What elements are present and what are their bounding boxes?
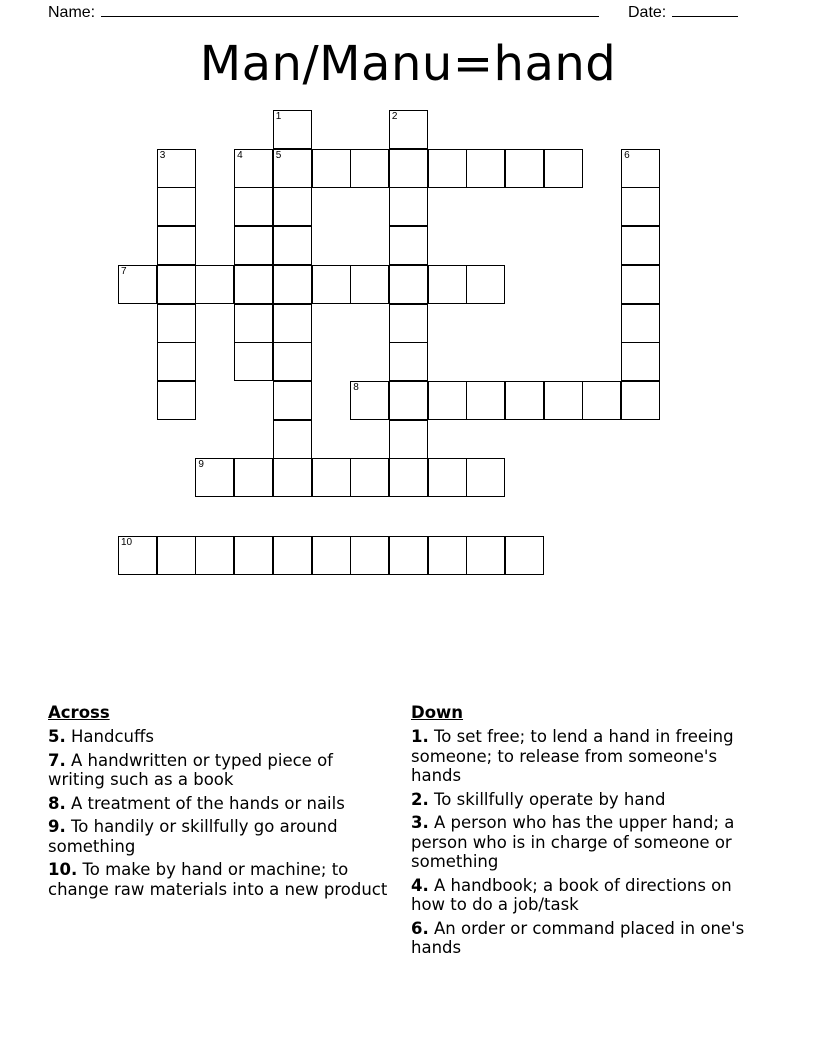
grid-cell[interactable] xyxy=(234,536,273,575)
grid-cell[interactable] xyxy=(350,536,389,575)
grid-cell[interactable] xyxy=(273,187,312,226)
cell-number: 5 xyxy=(275,149,282,161)
clue-across-10: 10. To make by hand or machine; to change raw materials into a new product xyxy=(48,860,388,899)
grid-cell[interactable] xyxy=(544,149,583,188)
down-clues xyxy=(411,703,756,962)
cell-number: 6 xyxy=(624,149,630,161)
cell-number: 2 xyxy=(391,111,398,122)
grid-cell[interactable] xyxy=(273,381,312,420)
grid-cell[interactable] xyxy=(273,536,312,575)
grid-cell[interactable] xyxy=(157,149,196,188)
cell-number: 1 xyxy=(275,111,282,122)
grid-cell[interactable] xyxy=(157,265,196,304)
grid-cell[interactable] xyxy=(389,226,428,265)
grid-cell[interactable] xyxy=(273,420,312,459)
grid-cell[interactable] xyxy=(157,304,196,343)
grid-cell[interactable] xyxy=(273,304,312,343)
clue-across-7: 7. A handwritten or typed piece of writing such as a book xyxy=(48,750,333,789)
grid-cell[interactable] xyxy=(389,536,428,575)
grid-cell[interactable] xyxy=(157,187,196,226)
grid-cell[interactable] xyxy=(505,149,544,188)
cell-number: 7 xyxy=(121,265,127,277)
grid-cell[interactable] xyxy=(118,536,157,575)
clue-down-3: 3. A person who has the upper hand; a person who is in charge of someone or something xyxy=(411,813,735,871)
grid-cell[interactable] xyxy=(312,536,351,575)
grid-cell[interactable] xyxy=(621,381,660,420)
grid-cell[interactable] xyxy=(582,381,621,420)
down-heading: Down xyxy=(411,703,464,722)
grid-cell[interactable] xyxy=(466,381,505,420)
grid-cell[interactable] xyxy=(312,458,351,497)
grid-cell[interactable] xyxy=(428,149,467,188)
grid-cell[interactable] xyxy=(273,110,312,149)
grid-cell[interactable] xyxy=(273,265,312,304)
grid-cell[interactable] xyxy=(389,265,428,304)
cell-number: 10 xyxy=(121,536,133,548)
grid-cell[interactable] xyxy=(389,458,428,497)
grid-cell[interactable] xyxy=(466,458,505,497)
name-label: Name: xyxy=(48,4,96,21)
across-clues xyxy=(48,703,393,903)
grid-cell[interactable] xyxy=(273,458,312,497)
grid-cell[interactable] xyxy=(466,149,505,188)
cell-number: 8 xyxy=(353,381,359,393)
grid-cell[interactable] xyxy=(234,458,273,497)
grid-cell[interactable] xyxy=(466,265,505,304)
grid-cell[interactable] xyxy=(389,149,428,188)
grid-cell[interactable] xyxy=(195,265,234,304)
grid-cell[interactable] xyxy=(157,342,196,381)
cell-number: 4 xyxy=(237,149,243,161)
clue-down-4: 4. A handbook; a book of directions on how to do a job/task xyxy=(411,875,732,914)
grid-cell[interactable] xyxy=(428,458,467,497)
grid-cell[interactable] xyxy=(273,226,312,265)
grid-cell[interactable] xyxy=(195,536,234,575)
grid-cell[interactable] xyxy=(621,149,660,188)
grid-cell[interactable] xyxy=(157,536,196,575)
grid-cell[interactable] xyxy=(428,265,467,304)
grid-cell[interactable] xyxy=(350,265,389,304)
grid-cell[interactable] xyxy=(466,536,505,575)
grid-cell[interactable] xyxy=(273,149,312,188)
grid-cell[interactable] xyxy=(389,187,428,226)
grid-cell[interactable] xyxy=(312,149,351,188)
grid-cell[interactable] xyxy=(621,187,660,226)
grid-cell[interactable] xyxy=(234,187,273,226)
grid-cell[interactable] xyxy=(389,381,428,420)
grid-cell[interactable] xyxy=(234,149,273,188)
grid-cell[interactable] xyxy=(389,110,428,149)
grid-cell[interactable] xyxy=(273,342,312,381)
clue-across-8: 8. A treatment of the hands or nails xyxy=(48,793,345,813)
grid-cell[interactable] xyxy=(157,381,196,420)
cell-number: 3 xyxy=(159,149,166,161)
grid-cell[interactable] xyxy=(621,342,660,381)
grid-cell[interactable] xyxy=(389,342,428,381)
grid-cell[interactable] xyxy=(234,342,273,381)
grid-cell[interactable] xyxy=(389,420,428,459)
clue-down-1: 1. To set free; to lend a hand in freeing someone; to release from someone's hands xyxy=(411,727,734,785)
grid-cell[interactable] xyxy=(234,265,273,304)
grid-cell[interactable] xyxy=(350,458,389,497)
page-title: Man/Manu=hand xyxy=(199,36,617,92)
across-heading: Across xyxy=(48,703,110,722)
date-label: Date: xyxy=(628,4,667,21)
clue-across-5: 5. Handcuffs xyxy=(48,727,154,746)
grid-cell[interactable] xyxy=(428,536,467,575)
cell-number: 9 xyxy=(198,459,204,471)
grid-cell[interactable] xyxy=(621,226,660,265)
grid-cell[interactable] xyxy=(505,381,544,420)
grid-cell[interactable] xyxy=(428,381,467,420)
grid-cell[interactable] xyxy=(234,304,273,343)
grid-cell[interactable] xyxy=(389,304,428,343)
grid-cell[interactable] xyxy=(544,381,583,420)
grid-cell[interactable] xyxy=(312,265,351,304)
grid-cell[interactable] xyxy=(505,536,544,575)
clue-across-9: 9. To handily or skillfully go around something xyxy=(48,817,338,856)
grid-cell[interactable] xyxy=(621,265,660,304)
grid-cell[interactable] xyxy=(118,265,157,304)
grid-cell[interactable] xyxy=(234,226,273,265)
grid-cell[interactable] xyxy=(157,226,196,265)
grid-cell[interactable] xyxy=(621,304,660,343)
clue-down-6: 6. An order or command placed in one's hands xyxy=(411,918,745,957)
grid-cell[interactable] xyxy=(350,149,389,188)
grid-cell[interactable] xyxy=(350,381,389,420)
grid-cell[interactable] xyxy=(195,458,234,497)
clue-down-2: 2. To skillfully operate by hand xyxy=(411,789,666,809)
